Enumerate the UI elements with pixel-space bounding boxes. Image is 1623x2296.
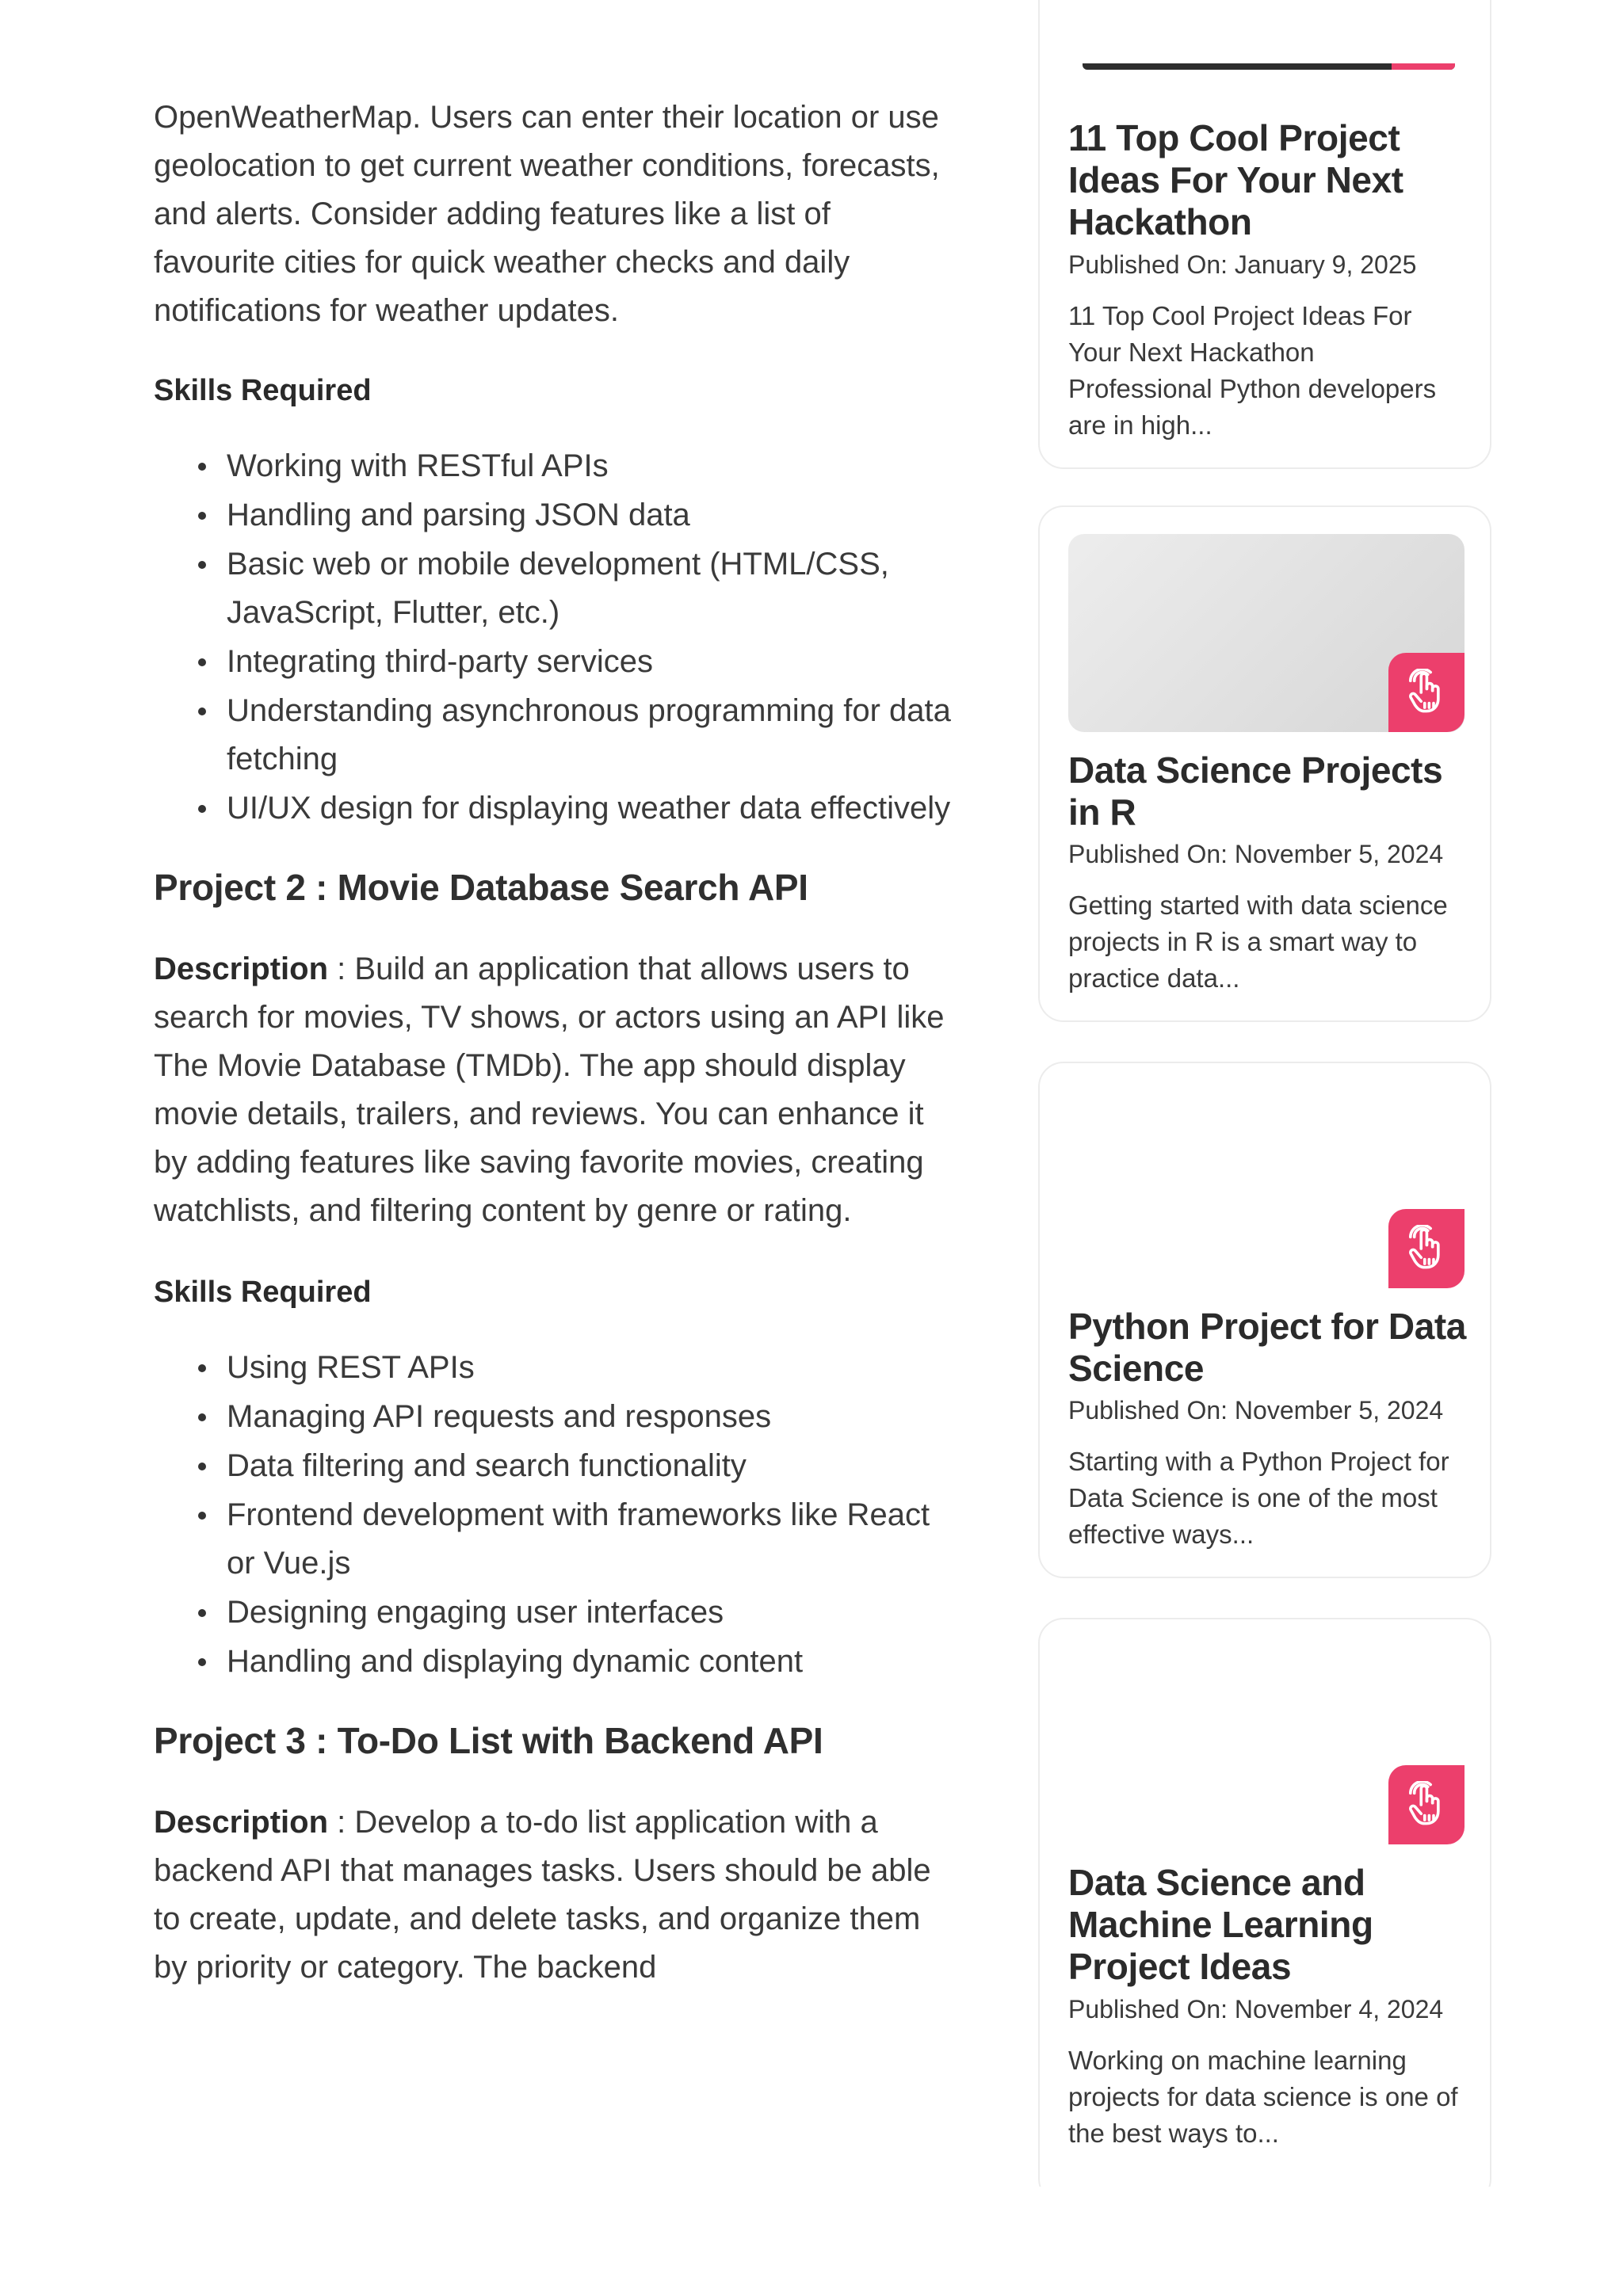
- list-item: Data filtering and search functionality: [227, 1442, 954, 1490]
- article-body: [154, 93, 954, 2025]
- post-card[interactable]: [1038, 1618, 1491, 2187]
- project-3-heading: Project 3 : To-Do List with Backend API: [154, 1720, 823, 1761]
- list-item: Handling and parsing JSON data: [227, 491, 954, 540]
- skills-heading: Skills Required: [154, 374, 372, 407]
- post-title[interactable]: 11 Top Cool Project Ideas For Your Next Hackathon: [1068, 117, 1403, 242]
- project-2-description: [154, 945, 954, 1235]
- paragraph-intro: OpenWeatherMap. Users can enter their location or use geolocation to get current weather conditions, forecasts, and alerts. Consider adding features like a list of favourite cities for quick weather checks and daily notifications for weather updates.: [154, 100, 940, 328]
- list-item: UI/UX design for displaying weather data effectively: [227, 784, 954, 833]
- pointer-hand-icon: [1405, 669, 1448, 716]
- project-2-heading: Project 2 : Movie Database Search API: [154, 867, 808, 908]
- post-title[interactable]: Data Science Projects in R: [1068, 749, 1443, 833]
- post-date: Published On: November 5, 2024: [1068, 840, 1444, 868]
- description-text: : Build an application that allows users to search for movies, TV shows, or actors using an API like The Movie Database (TMDb). The app should display movie details, trailers, and reviews. You can enhance it by adding features like saving favorite movies, creating watchlists, and filtering content by genre or rating.: [154, 952, 945, 1228]
- project-2-section: [154, 863, 954, 1686]
- badge-edge: [1392, 63, 1455, 70]
- list-item: Using REST APIs: [227, 1344, 954, 1392]
- post-excerpt: Getting started with data science projects in R is a smart way to practice data...: [1068, 891, 1448, 993]
- list-item: Handling and displaying dynamic content: [227, 1638, 954, 1686]
- list-item: Designing engaging user interfaces: [227, 1589, 954, 1637]
- project-3-section: [154, 1716, 954, 1992]
- post-date: Published On: January 9, 2025: [1068, 250, 1417, 279]
- list-item: Integrating third-party services: [227, 638, 954, 686]
- post-card[interactable]: [1038, 1062, 1491, 1578]
- badge-button[interactable]: [1388, 1209, 1465, 1288]
- list-item: Understanding asynchronous programming for data fetching: [227, 687, 954, 784]
- pointer-hand-icon: [1405, 1225, 1448, 1272]
- list-item: Basic web or mobile development (HTML/CSS, JavaScript, Flutter, etc.): [227, 540, 954, 637]
- list-item: Managing API requests and responses: [227, 1393, 954, 1441]
- post-date: Published On: November 4, 2024: [1068, 1995, 1444, 2023]
- description-label: Description: [154, 1805, 329, 1840]
- project-3-description: [154, 1798, 954, 1992]
- list-item: Frontend development with frameworks like React or Vue.js: [227, 1491, 954, 1588]
- list-item: Working with RESTful APIs: [227, 442, 954, 490]
- description-text: : Develop a to-do list application with a backend API that manages tasks. Users should be able to create, update, and delete tasks, and organize them by priority or category. The backend: [154, 1805, 931, 1985]
- post-excerpt: Starting with a Python Project for Data Science is one of the most effective ways...: [1068, 1447, 1449, 1549]
- badge-button[interactable]: [1388, 1765, 1465, 1844]
- post-excerpt: Working on machine learning projects for data science is one of the best ways to...: [1068, 2046, 1458, 2148]
- post-title[interactable]: Data Science and Machine Learning Project Ideas: [1068, 1862, 1373, 1987]
- badge-button[interactable]: [1388, 653, 1465, 732]
- skills-heading: Skills Required: [154, 1276, 372, 1309]
- post-card[interactable]: [1038, 0, 1491, 469]
- related-posts-sidebar: [1038, 0, 1495, 2187]
- skills-list: [154, 1344, 954, 1686]
- post-excerpt: 11 Top Cool Project Ideas For Your Next Hackathon Professional Python developers are in high...: [1068, 301, 1437, 440]
- post-title[interactable]: Python Project for Data Science: [1068, 1306, 1466, 1389]
- post-card[interactable]: [1038, 505, 1491, 1022]
- pointer-hand-icon: [1405, 1781, 1448, 1829]
- skills-list: [154, 442, 954, 833]
- description-label: Description: [154, 952, 329, 986]
- post-date: Published On: November 5, 2024: [1068, 1396, 1444, 1425]
